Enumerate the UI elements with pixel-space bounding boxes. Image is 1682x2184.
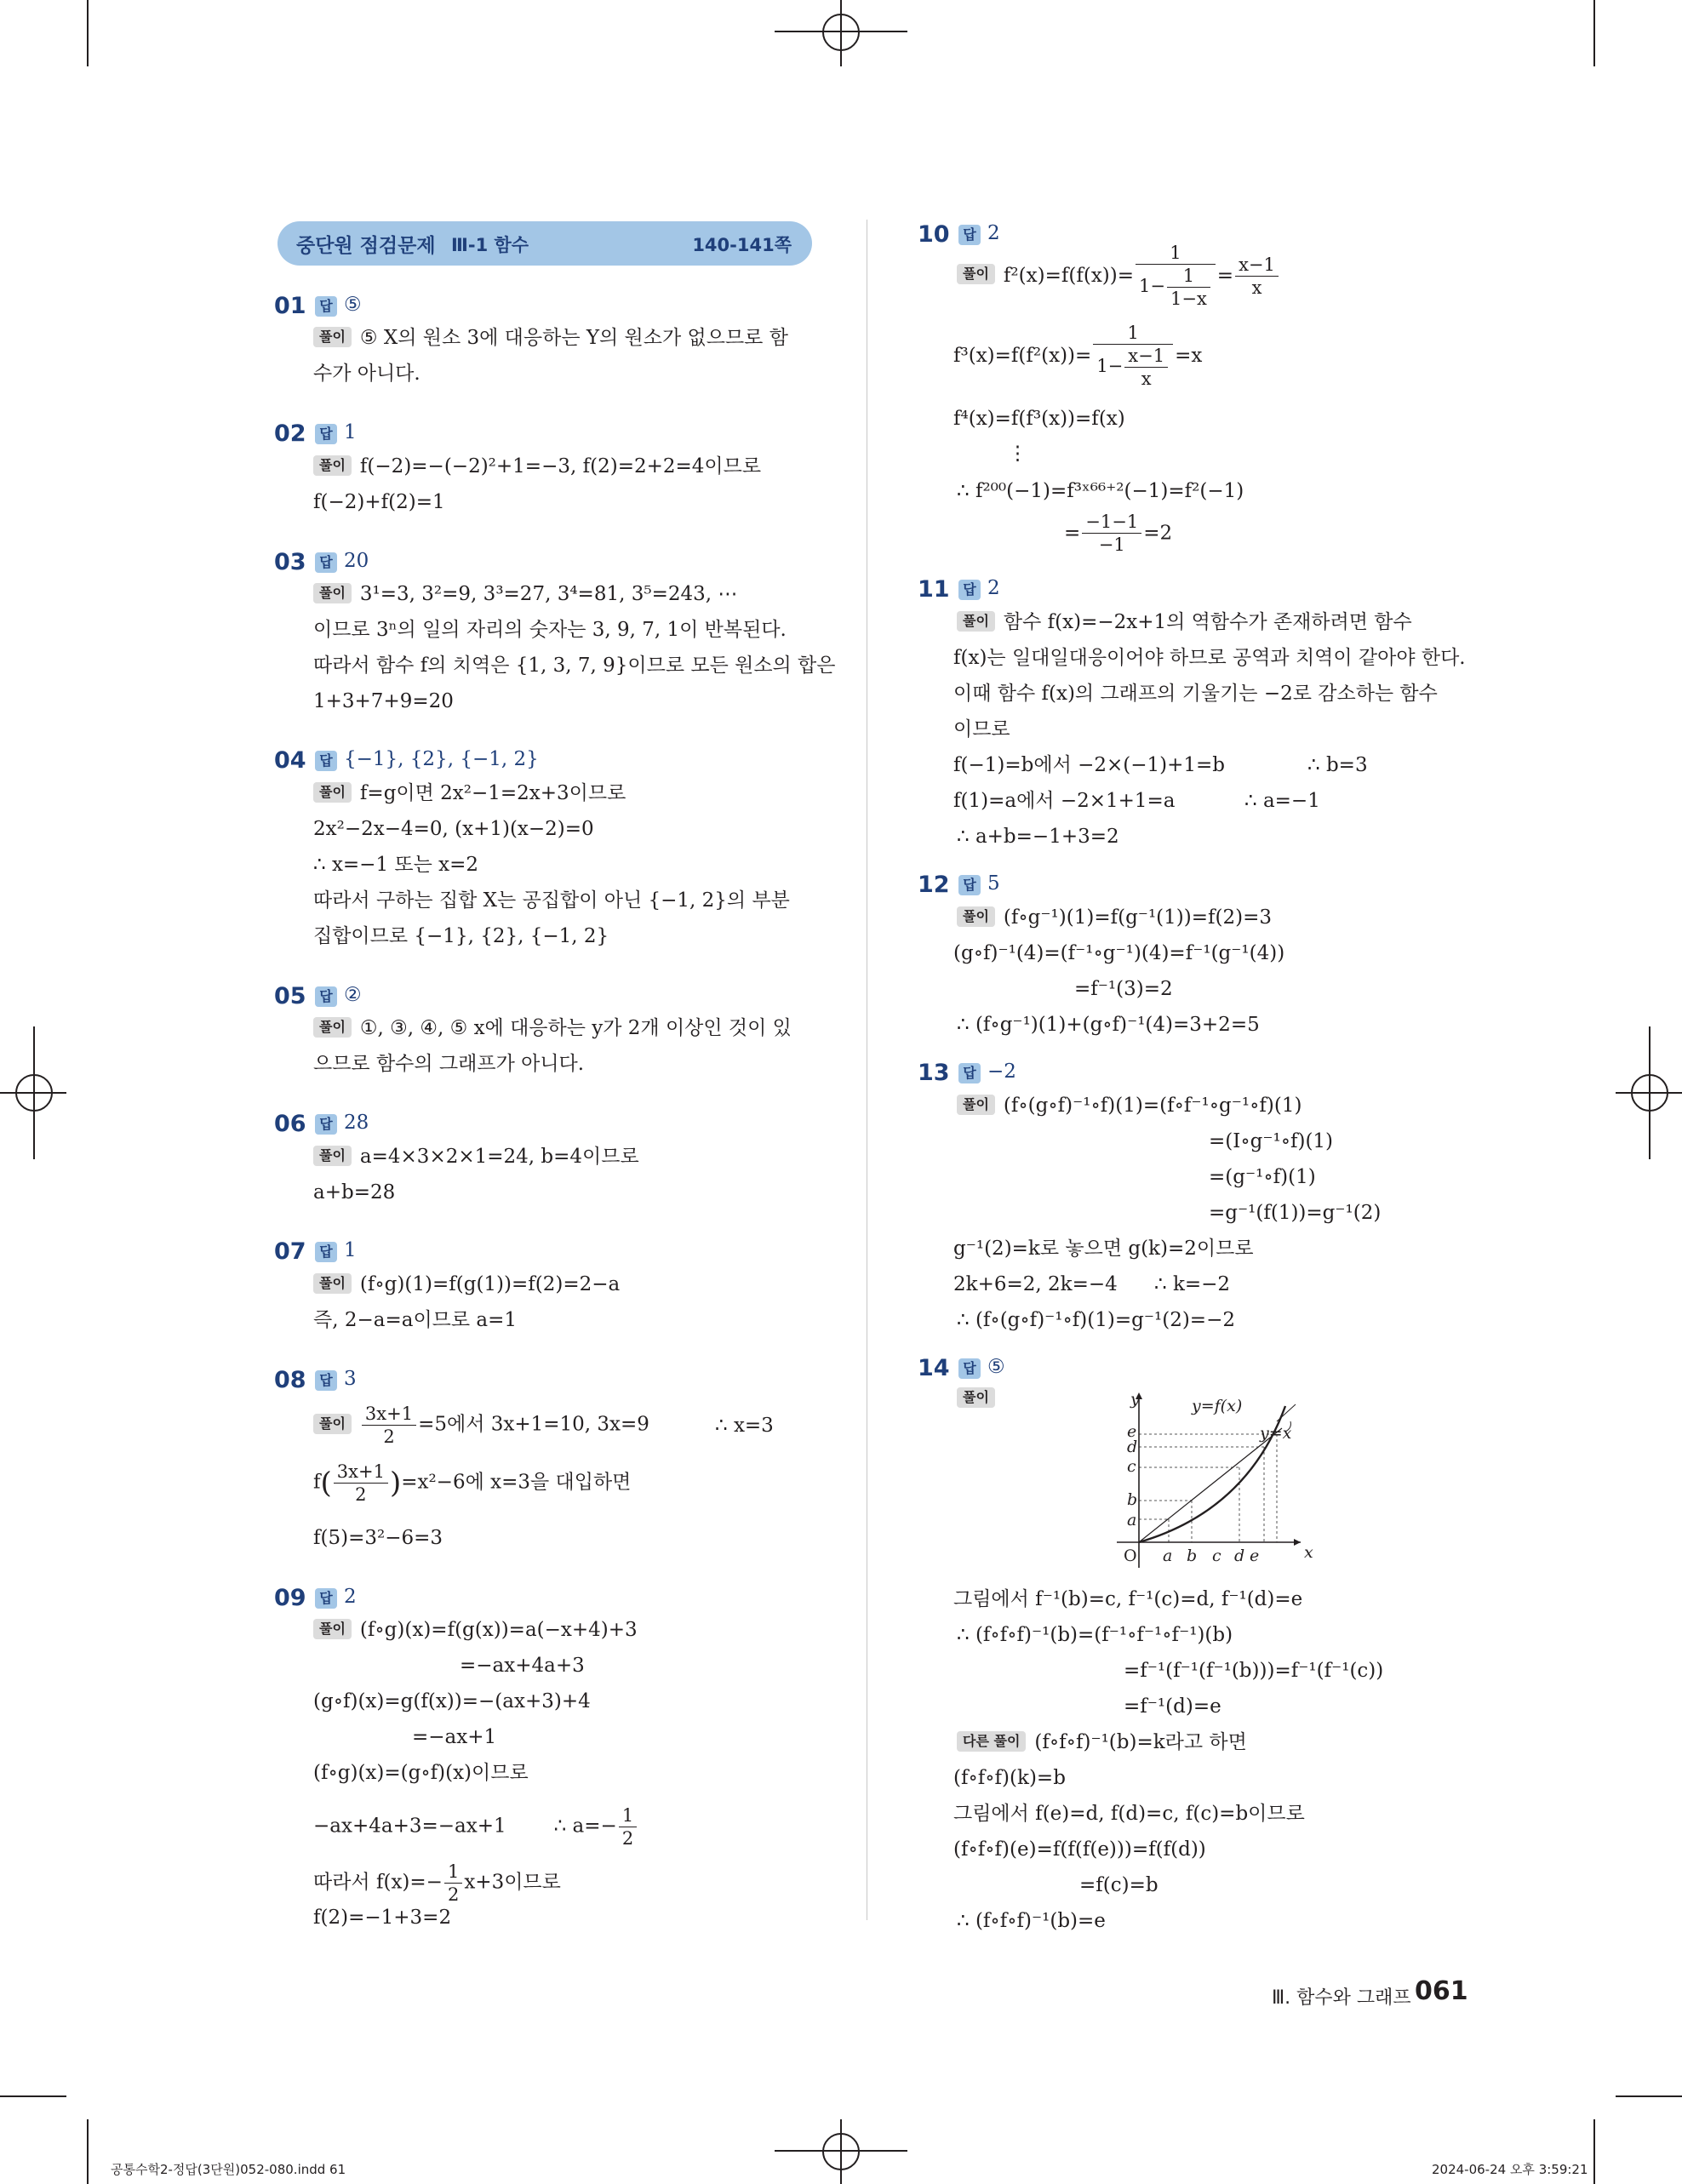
alt-solution-label: 다른 풀이 bbox=[957, 1731, 1026, 1752]
solution-text: a=4×3×2×1=24, b=4이므로 bbox=[359, 1146, 639, 1168]
answer-label: 답 bbox=[958, 225, 981, 245]
solution-line bbox=[313, 1015, 792, 1041]
problem-number: 08 bbox=[274, 1367, 306, 1393]
fraction: 1 1− $\frac{1}{1-x}$ bbox=[1136, 242, 1216, 310]
solution-line: 수가 아니다. bbox=[313, 363, 420, 385]
answer-label: 답 bbox=[315, 296, 337, 317]
problem-number: 01 bbox=[274, 293, 306, 319]
solution-line: ∴ (f∘f∘f)⁻¹(b)=(f⁻¹∘f⁻¹∘f⁻¹)(b) bbox=[957, 1624, 1233, 1646]
solution-line: −ax+4a+3=−ax+1 ∴ a=− $\frac{1}{2}$ bbox=[313, 1804, 638, 1850]
problem-number: 03 bbox=[274, 549, 306, 575]
solution-line: =f⁻¹(d)=e bbox=[1124, 1695, 1221, 1718]
solution-line: ∴ (f∘(g∘f)⁻¹∘f)(1)=g⁻¹(2)=−2 bbox=[957, 1309, 1235, 1331]
y-axis-label: y bbox=[1130, 1390, 1140, 1409]
solution-line: ∴ k=−2 bbox=[1154, 1273, 1231, 1295]
x-tick-label: c bbox=[1212, 1547, 1221, 1565]
solution-line: a+b=28 bbox=[313, 1181, 396, 1203]
solution-line: 따라서 f(x)=− $\frac{1}{2}$ x+3이므로 bbox=[313, 1861, 561, 1905]
solution-line: 풀이 $\frac{3x+1}{2}$ =5에서 3x+1=10, 3x=9 bbox=[313, 1403, 649, 1448]
origin-label: O bbox=[1124, 1547, 1137, 1565]
solution-line: =g⁻¹(f(1))=g⁻¹(2) bbox=[1209, 1202, 1382, 1224]
solution-line: =(I∘g⁻¹∘f)(1) bbox=[1209, 1130, 1334, 1152]
problem-number: 13 bbox=[918, 1060, 950, 1086]
solution-line: =(g⁻¹∘f)(1) bbox=[1209, 1166, 1316, 1188]
solution-line bbox=[313, 454, 761, 479]
solution-line: f(−2)+f(2)=1 bbox=[313, 491, 445, 513]
solution-text: (f∘g)(1)=f(g(1))=f(2)=2−a bbox=[359, 1273, 621, 1295]
solution-line: f(1)=a에서 −2×1+1=a bbox=[953, 790, 1176, 812]
solution-line: 따라서 구하는 집합 X는 공집합이 아닌 {−1, 2}의 부분 bbox=[313, 889, 790, 912]
answer-label: 답 bbox=[958, 1358, 981, 1379]
solution-label: 풀이 bbox=[957, 611, 995, 632]
answer-label: 답 bbox=[958, 875, 981, 895]
solution-line: ∴ a=−1 bbox=[1244, 790, 1320, 812]
solution-text: f(−2)=−(−2)²+1=−3, f(2)=2+2=4이므로 bbox=[359, 455, 762, 477]
solution-label: 풀이 bbox=[313, 1619, 352, 1639]
x-axis-label: x bbox=[1304, 1543, 1313, 1562]
solution-line: f³(x)=f(f²(x))= 1 1− $\frac{x-1}{x}$ =x bbox=[953, 323, 1203, 389]
solution-line: 풀이 함수 f(x)=−2x+1의 역함수가 존재하려면 함수 bbox=[957, 609, 1412, 635]
answer-label: 답 bbox=[315, 1114, 337, 1135]
section-banner bbox=[277, 221, 812, 266]
answer-value: 3 bbox=[344, 1368, 357, 1390]
banner-subtitle: Ⅲ-1 함수 bbox=[451, 235, 529, 255]
solution-label: 풀이 bbox=[957, 1095, 995, 1115]
solution-line: 1+3+7+9=20 bbox=[313, 690, 454, 712]
page-number: 061 bbox=[1415, 1976, 1468, 2006]
fraction: $\frac{-1-1}{-1}$ bbox=[1082, 511, 1141, 556]
banner-title: 중단원 점검문제 bbox=[296, 235, 436, 257]
answer-value: {−1}, {2}, {−1, 2} bbox=[344, 748, 539, 770]
solution-label: 풀이 bbox=[313, 455, 352, 476]
solution-line: =−ax+1 bbox=[412, 1726, 497, 1748]
solution-line bbox=[313, 581, 737, 607]
identity-line bbox=[1139, 1428, 1282, 1542]
solution-label: 풀이 bbox=[957, 264, 995, 284]
crop-mark bbox=[1616, 2095, 1682, 2097]
solution-text: 3¹=3, 3²=9, 3³=27, 3⁴=81, 3⁵=243, ⋯ bbox=[359, 583, 738, 605]
problem-number: 14 bbox=[918, 1355, 950, 1381]
answer-value: 2 bbox=[987, 577, 1000, 599]
problem-number: 07 bbox=[274, 1238, 306, 1265]
y-tick-label: b bbox=[1127, 1490, 1138, 1509]
fraction: $\frac{3x+1}{2}$ bbox=[334, 1461, 388, 1506]
solution-line: =f(c)=b bbox=[1079, 1874, 1159, 1896]
answer-value: −2 bbox=[987, 1061, 1016, 1083]
solution-text: ①, ③, ④, ⑤ x에 대응하는 y가 2개 이상인 것이 있 bbox=[359, 1017, 792, 1039]
fraction: $\frac{3x+1}{2}$ bbox=[362, 1403, 416, 1448]
x-tick-label: e bbox=[1250, 1547, 1260, 1565]
slug-file: 공통수학2-정답(3단원)052-080.indd 61 bbox=[111, 2162, 346, 2177]
y-tick-label: c bbox=[1127, 1457, 1136, 1476]
solution-line: (f∘g)(x)=(g∘f)(x)이므로 bbox=[313, 1762, 529, 1784]
answer-value: 2 bbox=[344, 1586, 357, 1608]
solution-line: 이므로 3ⁿ의 일의 자리의 숫자는 3, 9, 7, 1이 반복된다. bbox=[313, 619, 787, 641]
solution-line: (f∘f∘f)(k)=b bbox=[953, 1767, 1066, 1789]
answer-value: 1 bbox=[344, 1239, 357, 1261]
solution-line: ∴ a+b=−1+3=2 bbox=[957, 826, 1119, 848]
problem-number: 05 bbox=[274, 983, 306, 1009]
solution-line: = $\frac{-1-1}{-1}$ =2 bbox=[1064, 512, 1173, 555]
solution-line: 풀이 (f∘(g∘f)⁻¹∘f)(1)=(f∘f⁻¹∘g⁻¹∘f)(1) bbox=[957, 1093, 1302, 1118]
solution-line: 다른 풀이 (f∘f∘f)⁻¹(b)=k라고 하면 bbox=[957, 1729, 1247, 1755]
diagonal-label: y=x bbox=[1260, 1424, 1292, 1443]
solution-text: ⑤ X의 원소 3에 대응하는 Y의 원소가 없으므로 함 bbox=[359, 327, 788, 349]
crop-mark bbox=[87, 2119, 89, 2184]
answer-value: 1 bbox=[344, 421, 357, 443]
y-tick-label: d bbox=[1127, 1438, 1138, 1456]
solution-line bbox=[313, 780, 626, 806]
solution-line: ∴ f²⁰⁰(−1)=f³ˣ⁶⁶⁺²(−1)=f²(−1) bbox=[957, 480, 1244, 502]
solution-line: f(5)=3²−6=3 bbox=[313, 1527, 443, 1549]
slug-date: 2024-06-24 오후 3:59:21 bbox=[1432, 2162, 1588, 2177]
solution-label: 풀이 bbox=[957, 1387, 995, 1408]
answer-label: 답 bbox=[958, 1063, 981, 1083]
solution-line: f(x)는 일대일대응이어야 하므로 공역과 치역이 같아야 한다. bbox=[953, 647, 1466, 669]
answer-label: 답 bbox=[315, 552, 337, 573]
y-tick-label: e bbox=[1127, 1422, 1137, 1441]
problem-number: 11 bbox=[918, 576, 950, 603]
solution-line bbox=[957, 1387, 1004, 1408]
solution-label: 풀이 bbox=[313, 1017, 352, 1038]
problem-number: 10 bbox=[918, 221, 950, 248]
solution-line: =f⁻¹(f⁻¹(f⁻¹(b)))=f⁻¹(f⁻¹(c)) bbox=[1124, 1660, 1384, 1682]
solution-line: 따라서 함수 f의 치역은 {1, 3, 7, 9}이므로 모든 원소의 합은 bbox=[313, 655, 836, 677]
answer-label: 답 bbox=[315, 751, 337, 771]
problem-number: 02 bbox=[274, 420, 306, 447]
solution-line: f( $\frac{3x+1}{2}$ )=x²−6에 x=3을 대입하면 bbox=[313, 1461, 632, 1505]
solution-line: ∴ x=3 bbox=[715, 1415, 774, 1437]
solution-label: 풀이 bbox=[313, 1146, 352, 1166]
solution-line: 2k+6=2, 2k=−4 bbox=[953, 1273, 1118, 1295]
solution-label: 풀이 bbox=[313, 583, 352, 603]
curve-label: y=f(x) bbox=[1192, 1397, 1243, 1415]
answer-label: 답 bbox=[958, 580, 981, 600]
solution-line: 그림에서 f(e)=d, f(d)=c, f(c)=b이므로 bbox=[953, 1803, 1305, 1825]
solution-line: ∴ (f∘g⁻¹)(1)+(g∘f)⁻¹(4)=3+2=5 bbox=[957, 1014, 1260, 1036]
answer-label: 답 bbox=[315, 1242, 337, 1262]
problem-number: 04 bbox=[274, 747, 306, 774]
solution-line: (f∘f∘f)(e)=f(f(f(e)))=f(f(d)) bbox=[953, 1838, 1206, 1861]
solution-line: f(2)=−1+3=2 bbox=[313, 1907, 452, 1929]
solution-line bbox=[313, 1144, 639, 1169]
solution-line: 풀이 f²(x)=f(f(x))= 1 1− $\frac{1}{1-x}$ = $\frac{x-1}{x}$ bbox=[957, 242, 1280, 310]
solution-line: 2x²−2x−4=0, (x+1)(x−2)=0 bbox=[313, 818, 594, 840]
solution-line: 즉, 2−a=a이므로 a=1 bbox=[313, 1309, 518, 1331]
problem-number: 06 bbox=[274, 1111, 306, 1137]
solution-line bbox=[313, 1272, 620, 1297]
answer-value: 2 bbox=[987, 222, 1000, 244]
solution-label: 풀이 bbox=[313, 1414, 352, 1434]
fraction: $\frac{x-1}{x}$ bbox=[1124, 345, 1168, 390]
answer-value: ⑤ bbox=[987, 1356, 1005, 1378]
solution-line: 이므로 bbox=[953, 718, 1010, 740]
y-tick-label: a bbox=[1127, 1511, 1137, 1529]
fraction: $\frac{1}{2}$ bbox=[444, 1861, 462, 1906]
crop-mark bbox=[1593, 0, 1595, 66]
solution-line: ∴ b=3 bbox=[1307, 754, 1368, 776]
function-graph bbox=[1107, 1387, 1319, 1576]
answer-value: ② bbox=[344, 984, 362, 1006]
solution-line: 으므로 함수의 그래프가 아니다. bbox=[313, 1053, 585, 1075]
solution-line: ∴ (f∘f∘f)⁻¹(b)=e bbox=[957, 1910, 1106, 1932]
crop-mark bbox=[0, 2095, 66, 2097]
solution-line: =f⁻¹(3)=2 bbox=[1074, 978, 1173, 1000]
x-tick-label: d bbox=[1234, 1547, 1245, 1565]
vertical-ellipsis: ⋮ bbox=[1008, 443, 1027, 465]
solution-line: 집합이므로 {−1}, {2}, {−1, 2} bbox=[313, 925, 609, 947]
solution-line: ∴ x=−1 또는 x=2 bbox=[313, 854, 479, 876]
x-tick-label: a bbox=[1163, 1547, 1173, 1565]
solution-text: f=g이면 2x²−1=2x+3이므로 bbox=[359, 782, 626, 804]
answer-label: 답 bbox=[315, 1588, 337, 1609]
solution-line: 풀이 (f∘g⁻¹)(1)=f(g⁻¹(1))=f(2)=3 bbox=[957, 905, 1272, 930]
running-head: Ⅲ. 함수와 그래프 bbox=[1272, 1987, 1411, 2009]
fraction: $\frac{1}{2}$ bbox=[619, 1804, 637, 1850]
solution-line: 그림에서 f⁻¹(b)=c, f⁻¹(c)=d, f⁻¹(d)=e bbox=[953, 1588, 1303, 1610]
answer-value: 28 bbox=[344, 1112, 369, 1134]
answer-label: 답 bbox=[315, 986, 337, 1007]
solution-line: =−ax+4a+3 bbox=[460, 1655, 585, 1677]
crop-mark bbox=[1593, 2119, 1595, 2184]
answer-value: ⑤ bbox=[344, 294, 362, 316]
solution-line: (g∘f)(x)=g(f(x))=−(ax+3)+4 bbox=[313, 1690, 591, 1712]
answer-value: 5 bbox=[987, 872, 1000, 895]
solution-label: 풀이 bbox=[313, 327, 352, 347]
banner-pages: 140-141쪽 bbox=[692, 235, 792, 255]
answer-label: 답 bbox=[315, 1370, 337, 1391]
solution-line bbox=[313, 325, 788, 351]
solution-label: 풀이 bbox=[957, 906, 995, 927]
fraction: $\frac{x-1}{x}$ bbox=[1235, 254, 1279, 299]
problem-number: 09 bbox=[274, 1585, 306, 1611]
solution-label: 풀이 bbox=[313, 1273, 352, 1294]
solution-line: f⁴(x)=f(f³(x))=f(x) bbox=[953, 408, 1125, 430]
solution-line: 이때 함수 f(x)의 그래프의 기울기는 −2로 감소하는 함수 bbox=[953, 683, 1438, 705]
solution-label: 풀이 bbox=[313, 782, 352, 803]
answer-label: 답 bbox=[315, 424, 337, 444]
x-tick-label: b bbox=[1187, 1547, 1198, 1565]
solution-line: g⁻¹(2)=k로 놓으면 g(k)=2이므로 bbox=[953, 1238, 1254, 1260]
problem-number: 12 bbox=[918, 872, 950, 898]
answer-value: 20 bbox=[344, 550, 369, 572]
fraction: 1 1− $\frac{x-1}{x}$ bbox=[1093, 322, 1173, 390]
solution-line: (g∘f)⁻¹(4)=(f⁻¹∘g⁻¹)(4)=f⁻¹(g⁻¹(4)) bbox=[953, 942, 1285, 964]
solution-line: 풀이 (f∘g)(x)=f(g(x))=a(−x+4)+3 bbox=[313, 1617, 638, 1643]
fraction: $\frac{1}{1-x}$ bbox=[1167, 265, 1210, 310]
crop-mark bbox=[87, 0, 89, 66]
solution-line: f(−1)=b에서 −2×(−1)+1=b bbox=[953, 754, 1226, 776]
